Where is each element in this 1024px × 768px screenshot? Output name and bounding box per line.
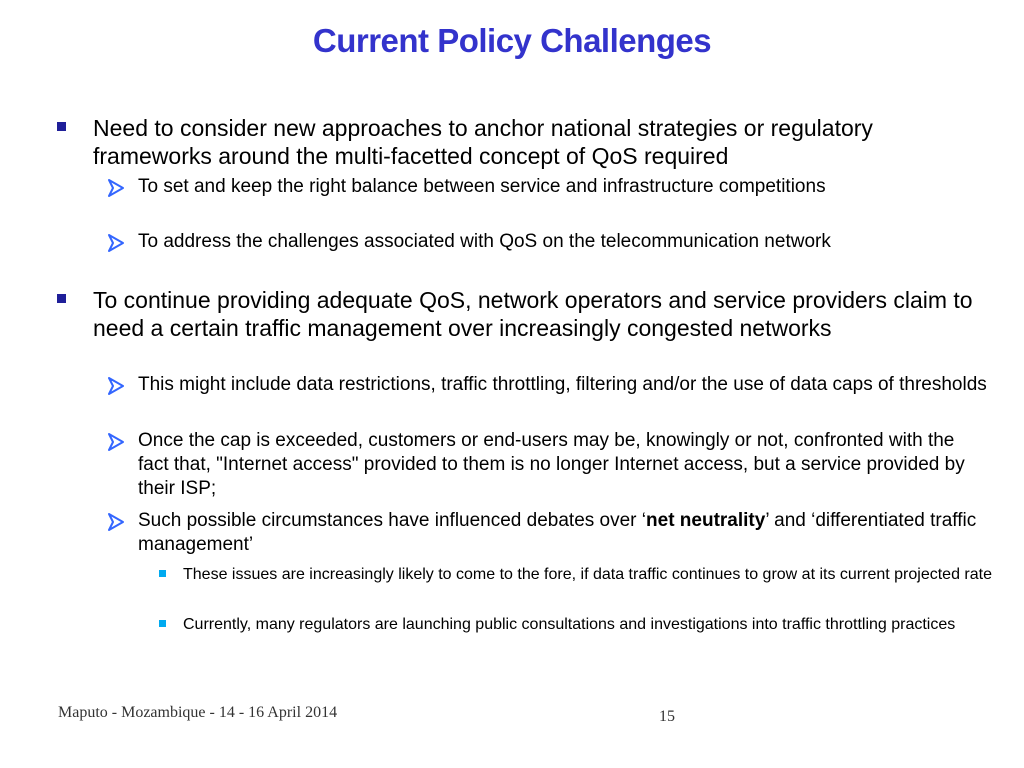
arrow-bullet-icon (106, 233, 126, 253)
text-segment: ’ and ‘differentiated traffic management’ (138, 510, 977, 555)
arrow-bullet-icon (106, 376, 126, 396)
bullet-level2-text: To set and keep the right balance between service and infrastructure competitions (138, 176, 826, 197)
square-bullet-icon (57, 294, 66, 303)
bullet-level1-text: To continue providing adequate QoS, network operators and service providers claim to need a certain traffic management over increasingly congested networks (93, 287, 973, 341)
arrow-bullet-icon (106, 432, 126, 452)
small-square-bullet-icon (159, 570, 166, 577)
small-square-bullet-icon (159, 620, 166, 627)
net-neutrality-term: net neutrality (646, 510, 766, 531)
text-segment: Such possible circumstances have influenced debates over ‘ (138, 510, 647, 531)
bullet-level2-text: This might include data restrictions, traffic throttling, filtering and/or the use of data caps of thresholds (138, 374, 987, 395)
bullet-level3-text: Currently, many regulators are launching public consultations and investigations into traffic throttling practices (183, 616, 956, 633)
bullet-level2-text: Once the cap is exceeded, customers or end-users may be, knowingly or not, confronted with the fact that, "Internet access" provided to them is no longer Internet access, but a service provided by their ISP; (138, 430, 965, 499)
page-number: 15 (659, 708, 675, 725)
square-bullet-icon (57, 122, 66, 131)
arrow-bullet-icon (106, 178, 126, 198)
bullet-level2-text: To address the challenges associated with QoS on the telecommunication network (138, 231, 831, 252)
slide-title: Current Policy Challenges (312, 22, 712, 59)
arrow-bullet-icon (106, 512, 126, 532)
bullet-level2-text (138, 509, 988, 557)
bullet-level1-text: Need to consider new approaches to anchor national strategies or regulatory frameworks around the multi-facetted concept of QoS required (93, 115, 873, 169)
bullet-level3-text: These issues are increasingly likely to come to the fore, if data traffic continues to grow at its current projected rate (183, 566, 992, 583)
footer-event-text: Maputo - Mozambique - 14 - 16 April 2014 (58, 704, 338, 721)
